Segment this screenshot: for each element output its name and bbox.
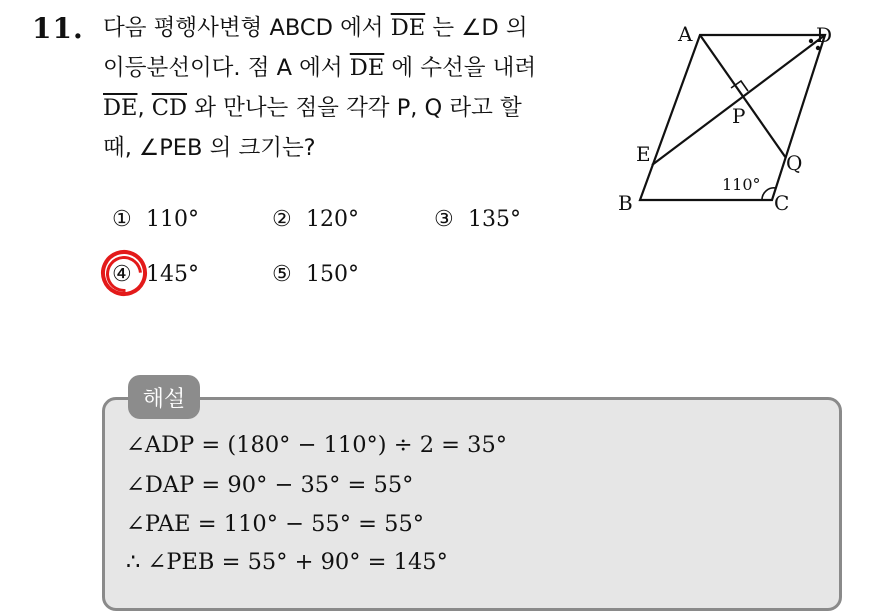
question-line-3-sep: ,: [137, 95, 152, 121]
label-e: E: [636, 142, 651, 166]
question-line-1-suffix: 는 ∠D 의: [425, 15, 528, 41]
choice-2[interactable]: [272, 207, 359, 232]
question-line-2: [103, 48, 603, 88]
segment-de-2: $\overline{DE}$: [349, 55, 385, 81]
question-line-2-suffix: 에 수선을 내려: [384, 55, 537, 81]
choice-5[interactable]: [272, 262, 359, 287]
choice-2-value: 120°: [306, 207, 359, 232]
solution-line-4: ∴ ∠PEB = 55° + 90° = 145°: [126, 549, 448, 575]
angle-label-110: 110°: [722, 175, 761, 194]
solution-tag: 해설: [128, 375, 200, 419]
question-line-1-prefix: 다음 평행사변형 ABCD 에서: [103, 15, 391, 41]
question-line-2-prefix: 이등분선이다. 점 A 에서: [103, 55, 350, 81]
label-d: D: [815, 23, 832, 47]
choice-1[interactable]: [112, 207, 199, 232]
choice-4-value: 145°: [146, 262, 199, 287]
choice-3-value: 135°: [468, 207, 521, 232]
choice-5-mark: ⑤: [272, 262, 292, 287]
choice-1-value: 110°: [146, 207, 199, 232]
question-line-3-suffix: 와 만나는 점을 각각 P, Q 라고 할: [187, 95, 522, 121]
solution-line-1: ∠ADP = (180° − 110°) ÷ 2 = 35°: [126, 432, 508, 458]
choice-3[interactable]: [434, 207, 521, 232]
angle-dot-1: [809, 39, 813, 43]
choice-3-mark: ③: [434, 207, 454, 232]
label-q: Q: [786, 151, 803, 175]
question-line-4: 때, ∠PEB 의 크기는?: [103, 135, 316, 161]
segment-de-3: $\overline{DE}$: [103, 95, 138, 121]
label-c: C: [774, 191, 790, 215]
choice-2-mark: ②: [272, 207, 292, 232]
solution-line-2: ∠DAP = 90° − 35° = 55°: [126, 472, 414, 498]
segment-cd: $\overline{CD}$: [151, 95, 188, 121]
segment-aq-line: [700, 35, 786, 158]
question-line-3: [103, 88, 603, 128]
choice-5-value: 150°: [306, 262, 359, 287]
choice-1-mark: ①: [112, 207, 132, 232]
solution-line-3: ∠PAE = 110° − 55° = 55°: [126, 511, 425, 537]
label-p: P: [732, 104, 746, 128]
label-b: B: [618, 191, 633, 215]
solution-box: [102, 397, 842, 611]
segment-de-line: [652, 35, 825, 165]
parallelogram-figure: [600, 10, 830, 220]
question-line-1: [103, 8, 603, 48]
label-a: A: [678, 22, 693, 46]
question-text: [103, 8, 603, 168]
segment-de: $\overline{DE}$: [390, 15, 426, 41]
question-number: 11.: [32, 12, 84, 45]
choice-4-mark: ④: [112, 262, 132, 287]
